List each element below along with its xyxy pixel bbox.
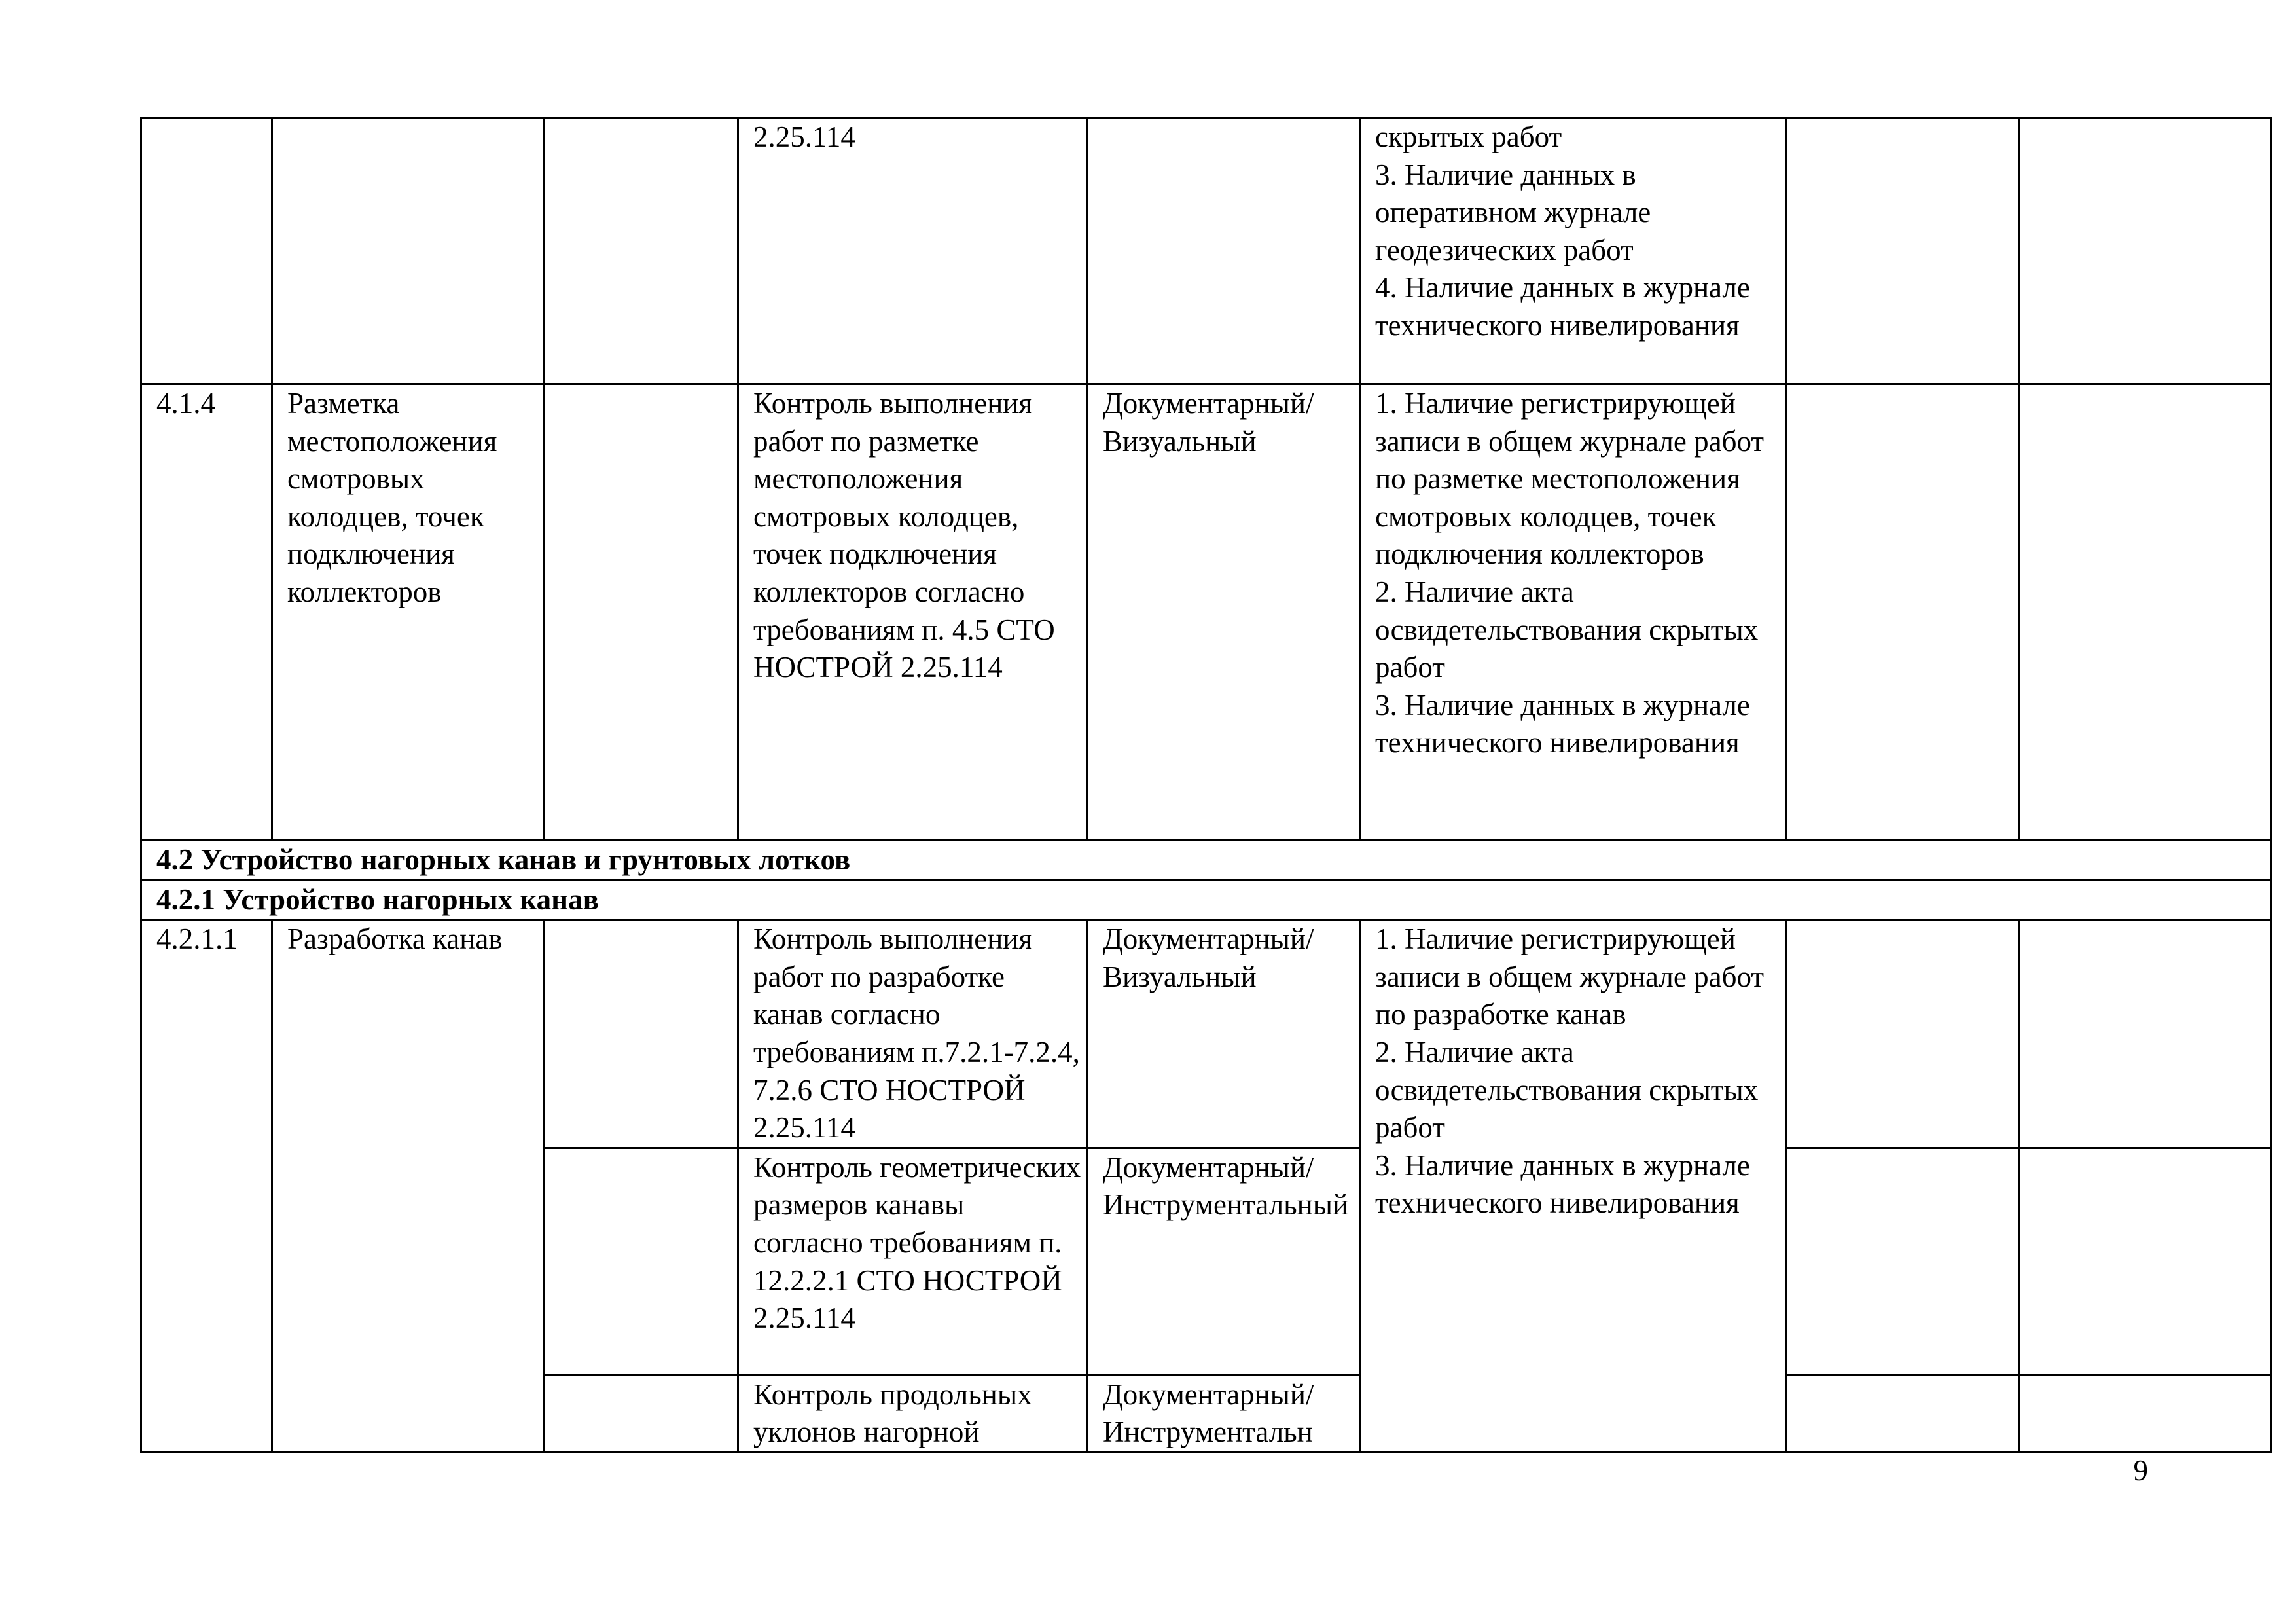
cell-operation: Разработка канав [272,920,545,1453]
cell-control-requirement: 2.25.114 [738,118,1088,384]
cell-col3 [545,920,738,1148]
cell-col3 [545,118,738,384]
cell-operation [272,118,545,384]
cell-col3 [545,384,738,841]
cell-col8 [2020,1148,2271,1375]
cell-control-requirement: Контроль продольных уклонов нагорной [738,1375,1088,1452]
table-row [141,384,2271,841]
table-row [141,920,2271,1148]
cell-col8 [2020,920,2271,1148]
cell-control-requirement: Контроль геометрических размеров канавы согласно требованиям п. 12.2.2.1 СТО НОСТРОЙ 2.25.114 [738,1148,1088,1375]
page-number: 9 [2133,1454,2148,1487]
cell-col8 [2020,118,2271,384]
subsection-heading-row [141,880,2271,920]
cell-documents: скрытых работ 3. Наличие данных в оперативном журнале геодезических работ 4. Наличие данных в журнале технического нивелирования [1360,118,1787,384]
cell-number: 4.2.1.1 [141,920,272,1453]
cell-control-method: Документарный/ Визуальный [1088,384,1360,841]
cell-number: 4.1.4 [141,384,272,841]
cell-col8 [2020,384,2271,841]
cell-documents: 1. Наличие регистрирующей записи в общем журнале работ по разработке канав 2. Наличие акта освидетельствования скрытых работ 3. Наличие данных в журнале технического нивелирования [1360,920,1787,1453]
cell-control-method: Документарный/ Инструментальн [1088,1375,1360,1452]
table-row [141,118,2271,384]
section-heading: 4.2 Устройство нагорных канав и грунтовых лотков [141,841,2271,881]
control-table [140,117,2272,1453]
cell-operation: Разметка местоположения смотровых колодцев, точек подключения коллекторов [272,384,545,841]
cell-col7 [1787,920,2020,1148]
cell-col7 [1787,1148,2020,1375]
cell-col7 [1787,1375,2020,1452]
cell-col3 [545,1375,738,1452]
subsection-heading: 4.2.1 Устройство нагорных канав [141,880,2271,920]
cell-col7 [1787,118,2020,384]
cell-col8 [2020,1375,2271,1452]
cell-control-method: Документарный/ Инструментальный [1088,1148,1360,1375]
cell-control-requirement: Контроль выполнения работ по разработке канав согласно требованиям п.7.2.1-7.2.4, 7.2.6 СТО НОСТРОЙ 2.25.114 [738,920,1088,1148]
cell-control-requirement: Контроль выполнения работ по разметке местоположения смотровых колодцев, точек подключения коллекторов согласно требованиям п. 4.5 СТО НОСТРОЙ 2.25.114 [738,384,1088,841]
cell-col7 [1787,384,2020,841]
cell-control-method [1088,118,1360,384]
cell-control-method: Документарный/ Визуальный [1088,920,1360,1148]
cell-col3 [545,1148,738,1375]
cell-number [141,118,272,384]
cell-documents: 1. Наличие регистрирующей записи в общем журнале работ по разметке местоположения смотровых колодцев, точек подключения коллекторов 2. Наличие акта освидетельствования скрытых работ 3. Наличие данных в журнале технического нивелирования [1360,384,1787,841]
section-heading-row [141,841,2271,881]
